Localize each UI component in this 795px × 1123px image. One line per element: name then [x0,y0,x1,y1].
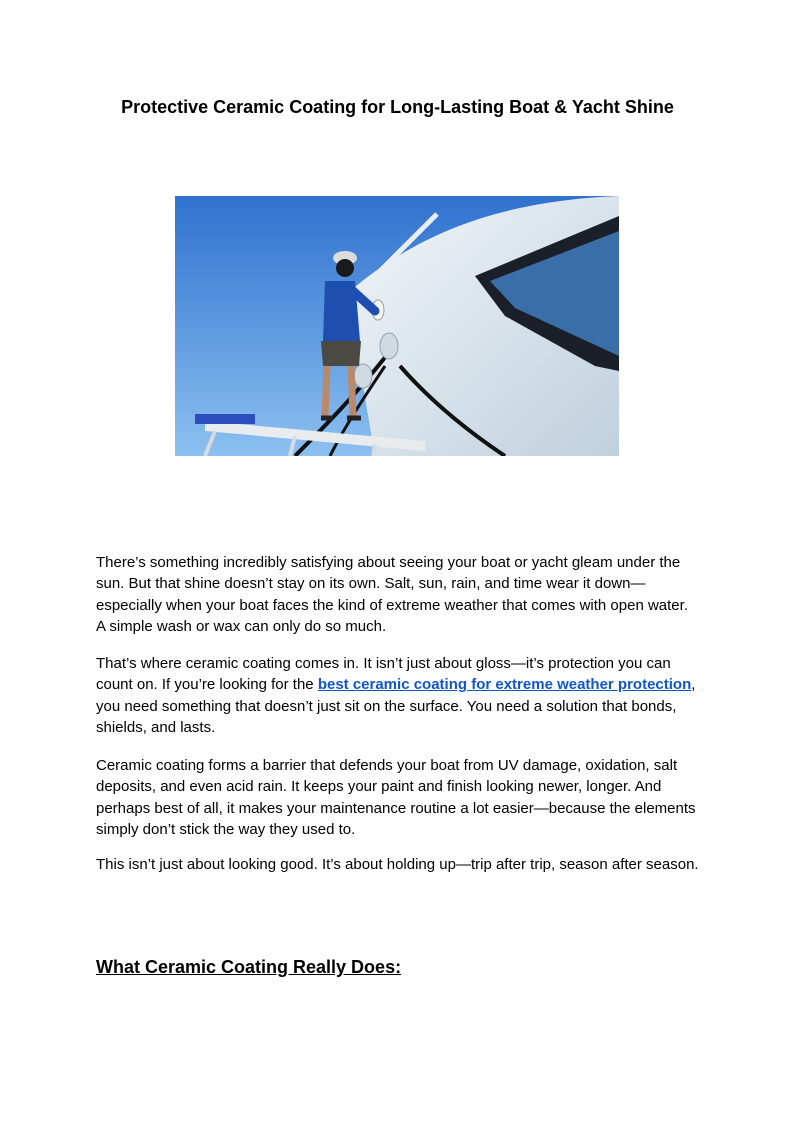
section-heading: What Ceramic Coating Really Does: [96,957,402,977]
paragraph-1 [96,552,700,638]
document-title: Protective Ceramic Coating for Long-Lasting Boat & Yacht Shine [121,97,674,117]
paragraph-2-after: , you need something that doesn’t just sit on the surface. You need a solution that bonds, shields, and lasts. [96,676,696,737]
boat-detailing-photo [175,196,619,456]
extreme-weather-protection-link[interactable]: best ceramic coating for extreme weather protection [317,676,692,694]
paragraph-2-text [96,653,700,739]
paragraph-3-text: Ceramic coating forms a barrier that defends your boat from UV damage, oxidation, salt deposits, and even acid rain. It keeps your paint and finish looking newer, longer. And perhaps best of all, it makes your maintenance routine a lot easier—because the elements simply don’t stick the way they used to. [96,757,696,839]
paragraph-4-text: This isn’t just about looking good. It’s about holding up—trip after trip, season after season. [96,856,699,873]
paragraph-4 [96,854,700,875]
paragraph-1-text: There’s something incredibly satisfying about seeing your boat or yacht gleam under the sun. But that shine doesn’t stay on its own. Salt, sun, rain, and time wear it down—especially when your boat faces the kind of extreme weather that comes with open water. A simple wash or wax can only do so much. [96,554,688,636]
paragraph-2-before: That’s where ceramic coating comes in. It isn’t just about gloss—it’s protection you can count on. If you’re looking for the [96,655,671,694]
paragraph-2 [96,653,700,739]
paragraph-3 [96,755,700,841]
